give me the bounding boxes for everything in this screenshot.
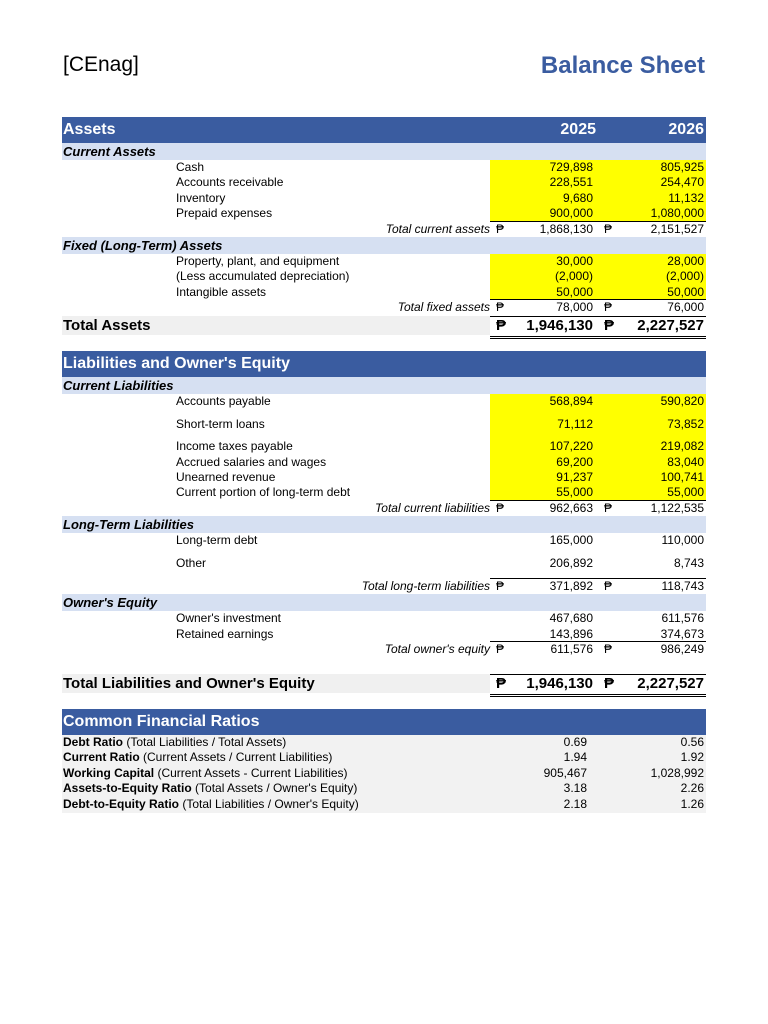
table-row [62, 485, 706, 500]
currency-symbol: ₱ [604, 316, 615, 334]
ratio-name: Debt-to-Equity Ratio [63, 796, 179, 811]
total-2026: 76,000 [667, 300, 704, 315]
table-row [62, 611, 706, 626]
currency-symbol: ₱ [604, 221, 613, 236]
grand-total-2025: 1,946,130 [526, 674, 593, 692]
ratio-name: Debt Ratio [63, 734, 123, 749]
currency-symbol: ₱ [496, 674, 507, 692]
value-2025[interactable]: 568,894 [490, 394, 596, 409]
ratio-2025: 1.94 [563, 750, 587, 765]
value-2025[interactable]: 9,680 [490, 191, 596, 206]
total-label: Total current liabilities [375, 500, 490, 515]
total-2025: 962,663 [549, 500, 593, 515]
total-2025: 371,892 [549, 579, 593, 594]
value-2026[interactable]: 590,820 [596, 394, 706, 409]
ratio-formula: (Total Liabilities / Owner's Equity) [182, 796, 359, 811]
value-2026[interactable]: 110,000 [661, 533, 704, 548]
subsection-title: Current Assets [63, 144, 156, 159]
total-2025: 611,576 [550, 642, 593, 657]
total-liabilities-equity-row [62, 674, 706, 693]
total-fixed-assets-row [62, 300, 706, 315]
ratio-row [62, 735, 706, 751]
ratio-formula: (Current Assets - Current Liabilities) [157, 765, 348, 780]
currency-symbol: ₱ [604, 674, 615, 692]
row-label: Short-term loans [176, 416, 265, 431]
ratio-2026: 1.26 [680, 796, 704, 811]
value-2025[interactable]: 206,892 [549, 555, 593, 570]
row-label: Owner's investment [176, 611, 281, 626]
total-2026: 1,122,535 [650, 500, 704, 515]
currency-symbol: ₱ [604, 579, 613, 594]
value-2026[interactable]: 83,040 [596, 455, 706, 470]
row-label: Long-term debt [176, 533, 258, 548]
table-row [62, 285, 706, 300]
ratio-2025: 3.18 [563, 781, 587, 796]
year-2025-header: 2025 [560, 121, 596, 138]
table-row [62, 533, 706, 548]
section-title: Common Financial Ratios [63, 712, 260, 730]
grand-total-label: Total Liabilities and Owner's Equity [63, 674, 315, 692]
currency-symbol: ₱ [496, 221, 505, 236]
table-row [62, 269, 706, 284]
row-label: (Less accumulated depreciation) [176, 269, 350, 284]
table-row [62, 556, 706, 571]
row-label: Prepaid expenses [176, 206, 273, 221]
value-2026[interactable]: 11,132 [596, 191, 706, 206]
table-row [62, 254, 706, 269]
table-row [62, 439, 706, 454]
currency-symbol: ₱ [496, 642, 505, 657]
value-2026[interactable]: 28,000 [596, 254, 706, 269]
value-2026[interactable]: 1,080,000 [596, 206, 706, 221]
balance-sheet [62, 117, 706, 813]
grand-total-2025: 1,946,130 [526, 316, 593, 334]
ratio-row [62, 750, 706, 766]
value-2026[interactable]: 8,743 [673, 555, 704, 570]
ratio-2025: 0.69 [563, 734, 587, 749]
value-2025[interactable]: 55,000 [490, 485, 596, 500]
value-2025[interactable]: 91,237 [490, 470, 596, 485]
currency-symbol: ₱ [496, 579, 505, 594]
grand-total-2026: 2,227,527 [637, 316, 704, 334]
value-2025[interactable]: 107,220 [490, 439, 596, 454]
ratio-2026: 0.56 [680, 734, 704, 749]
ratio-name: Current Ratio [63, 750, 140, 765]
currency-symbol: ₱ [496, 300, 505, 315]
value-2026[interactable]: 805,925 [596, 160, 706, 175]
ratio-name: Working Capital [63, 765, 155, 780]
value-2026[interactable]: 374,673 [660, 626, 704, 641]
value-2026[interactable]: 254,470 [596, 175, 706, 190]
value-2025[interactable]: 467,680 [549, 611, 593, 626]
value-2026[interactable]: (2,000) [596, 269, 706, 284]
assets-header [62, 117, 706, 143]
table-row [62, 175, 706, 190]
table-row [62, 191, 706, 206]
currency-symbol: ₱ [604, 300, 613, 315]
row-label: Income taxes payable [176, 439, 293, 454]
total-2025: 78,000 [556, 300, 593, 315]
grand-total-2026: 2,227,527 [637, 674, 704, 692]
total-label: Total current assets [385, 221, 490, 236]
company-name: [CEnag] [63, 53, 139, 76]
value-2025[interactable]: 143,896 [549, 626, 593, 641]
row-label: Other [176, 555, 207, 570]
total-label: Total long-term liabilities [361, 579, 490, 594]
row-label: Cash [176, 160, 205, 174]
ratio-formula: (Total Assets / Owner's Equity) [195, 781, 358, 796]
row-label: Intangible assets [176, 284, 267, 299]
value-2026[interactable]: 219,082 [596, 439, 706, 454]
value-2025[interactable]: 30,000 [490, 254, 596, 269]
row-label: Current portion of long-term debt [176, 485, 351, 500]
value-2025[interactable]: 228,551 [490, 175, 596, 190]
total-current-assets-row [62, 222, 706, 237]
value-2026[interactable]: 100,741 [596, 470, 706, 485]
ratio-row [62, 797, 706, 813]
table-row [62, 160, 706, 175]
value-2025[interactable]: 165,000 [549, 533, 593, 548]
currency-symbol: ₱ [604, 642, 613, 657]
value-2025[interactable]: 50,000 [490, 285, 596, 300]
longterm-liabilities-subheader [62, 516, 706, 533]
value-2025[interactable]: (2,000) [490, 269, 596, 284]
currency-symbol: ₱ [496, 316, 507, 334]
ratios-header [62, 709, 706, 735]
value-2026[interactable]: 55,000 [596, 485, 706, 500]
row-label: Accounts receivable [176, 175, 284, 190]
total-owners-equity-row [62, 642, 706, 657]
value-2025[interactable]: 729,898 [490, 160, 596, 175]
current-liabilities-subheader [62, 377, 706, 394]
owners-equity-subheader [62, 594, 706, 611]
total-label: Total owner's equity [384, 642, 490, 657]
table-row [62, 417, 706, 432]
ratio-2026: 1.92 [680, 750, 704, 765]
row-label: Unearned revenue [176, 470, 276, 485]
current-assets-subheader [62, 143, 706, 160]
table-row [62, 627, 706, 642]
ratio-2026: 1,028,992 [650, 765, 704, 780]
value-2025[interactable]: 900,000 [490, 206, 596, 221]
row-label: Inventory [176, 190, 226, 205]
total-current-liabilities-row [62, 501, 706, 516]
total-2026: 118,743 [661, 579, 704, 594]
ratio-name: Assets-to-Equity Ratio [63, 781, 192, 796]
value-2026[interactable]: 50,000 [596, 285, 706, 300]
table-row [62, 455, 706, 470]
year-2026-header: 2026 [668, 121, 704, 138]
table-row [62, 470, 706, 485]
section-title: Assets [63, 121, 116, 138]
row-label: Accrued salaries and wages [176, 454, 327, 469]
page-title: Balance Sheet [540, 52, 705, 79]
subsection-title: Long-Term Liabilities [63, 517, 194, 533]
value-2026[interactable]: 73,852 [596, 417, 706, 432]
row-label: Property, plant, and equipment [176, 253, 340, 268]
value-2025[interactable]: 71,112 [490, 417, 596, 432]
total-label: Total fixed assets [397, 300, 490, 315]
subsection-title: Fixed (Long-Term) Assets [63, 237, 223, 253]
table-row [62, 206, 706, 221]
value-2025[interactable]: 69,200 [490, 455, 596, 470]
grand-total-label: Total Assets [63, 316, 151, 334]
currency-symbol: ₱ [604, 500, 613, 515]
table-row [62, 394, 706, 409]
row-label: Accounts payable [176, 393, 271, 408]
total-assets-row [62, 316, 706, 335]
ratio-row [62, 781, 706, 797]
total-2025: 1,868,130 [539, 221, 593, 236]
subsection-title: Current Liabilities [63, 377, 174, 393]
currency-symbol: ₱ [496, 500, 505, 515]
value-2026[interactable]: 611,576 [661, 611, 704, 626]
section-title: Liabilities and Owner's Equity [63, 354, 290, 372]
ratio-formula: (Current Assets / Current Liabilities) [143, 750, 333, 765]
total-2026: 986,249 [660, 642, 704, 657]
ratio-2025: 2.18 [563, 796, 587, 811]
liabilities-header [62, 351, 706, 377]
total-2026: 2,151,527 [650, 221, 704, 236]
fixed-assets-subheader [62, 237, 706, 254]
ratio-2026: 2.26 [680, 781, 704, 796]
total-longterm-liabilities-row [62, 579, 706, 594]
ratio-2025: 905,467 [543, 765, 587, 780]
ratio-row [62, 766, 706, 782]
row-label: Retained earnings [176, 626, 274, 641]
subsection-title: Owner's Equity [63, 595, 158, 611]
ratio-formula: (Total Liabilities / Total Assets) [126, 734, 287, 749]
